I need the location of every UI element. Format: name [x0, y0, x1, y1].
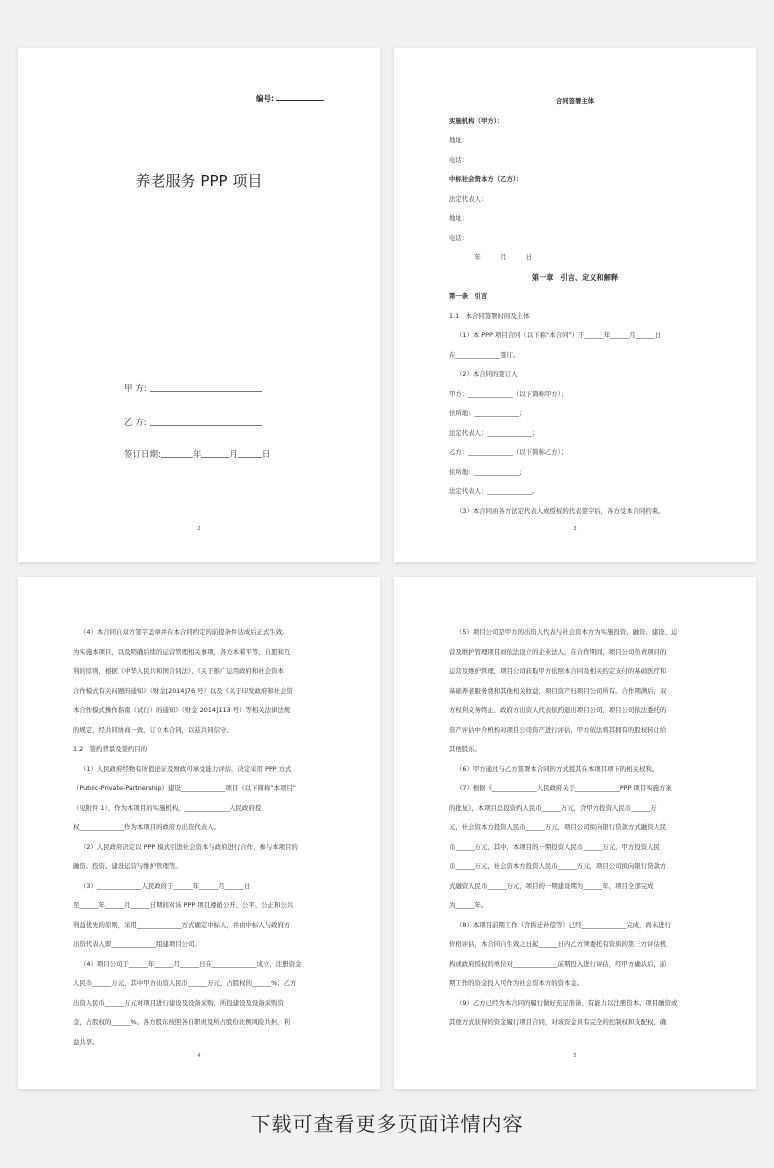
sign-date-field: 签订日期: 年 月 日	[124, 450, 271, 460]
text-line: 的批复》，本项目总投资约人民币______万元，含甲方投资人民币______万	[449, 803, 657, 812]
party-b-field: 乙 方:	[124, 416, 262, 428]
text-line: 益共享。	[73, 1037, 99, 1046]
text-line: 构或政府授权的单位对______________前期投入进行评估，经甲方确认后，前	[449, 959, 667, 968]
text-line: （1）本 PPP 项目合同（以下称“本合同”）于______年______月______日	[456, 331, 662, 339]
text-line: 年 月 日	[449, 253, 533, 261]
text-line: 其他股东。	[449, 745, 481, 753]
text-line: 期工作的资金投入可作为社会资本方的资本金。	[449, 979, 584, 987]
text-line: 法定代表人：______________；	[449, 428, 539, 437]
text-line: 中标社会资本方（乙方）：	[449, 175, 523, 183]
text-line: 其他方式获得的资金履行项目合同，对该资金具有完全的控制权和支配权，确	[449, 1018, 667, 1026]
contract-number-field: 编号:	[256, 93, 324, 104]
text-line: 式融资人民币______万元，项目的一期建设期为______年，项目全部完成	[449, 881, 654, 890]
text-line: 在______________签订。	[449, 350, 520, 359]
contract-page-5	[394, 577, 756, 1089]
text-line: 出资人民币______万元对项目进行建设及设备采购，所投建设及设备采购资	[73, 998, 284, 1007]
text-line: 乙方：______________（以下简称乙方）；	[449, 448, 568, 456]
text-line: 利益优先的原则，采用______________方式确定中标人，并由中标人与政府方	[73, 920, 291, 929]
page-body	[73, 623, 325, 1052]
text-line: 为实施本项目，以及明确后续的运营管理相关事项，各方本着平等、自愿和互	[73, 647, 291, 656]
text-line: 元，社会资本方投资人民币______万元，项目公司拟向银行贷款方式融资人民	[449, 823, 667, 831]
text-line: 住所地：______________；	[449, 409, 526, 417]
text-line: 电话：	[449, 233, 469, 242]
text-line: （7）根据《______________人民政府关于______________PPP 项目实施方案	[456, 784, 672, 792]
text-line: 的规定，经共同协商一致，订立本合同，以兹共同信守。	[73, 725, 233, 734]
text-line: 融资、投资、建设运营与维护管理等。	[73, 862, 182, 870]
text-line: 币______万元，其中，本项目的一期投资人民币______万元，甲方投资人民	[449, 842, 660, 851]
text-line: 运营及维护管理，项目公司获取甲方依照本合同及相关约定支付的基础医疗和	[449, 667, 667, 675]
text-line: 至______年______月______日期间对该 PPP 项目遵循公开、公平、公正和公共	[73, 901, 294, 909]
text-line: 合同签署主体	[555, 97, 595, 105]
text-line: （Public-Private-Partnership）建设______________项目（以下简称“本项目”	[73, 784, 297, 792]
page-body	[449, 623, 701, 1033]
text-line: （1）人民政府经物有所值论证及财政可承受能力评估，决定采用 PPP 方式	[80, 764, 292, 773]
text-line: 1.2 签约背景及签约目的	[73, 745, 148, 753]
text-line: （6）甲方通过与乙方签署本合同的方式授其在本项目项下的相关权利。	[456, 764, 659, 773]
text-line: 营及维护管理项目而依法设立的企业法人，在合作期间，项目公司负责项目的	[449, 647, 667, 656]
contract-page-3	[394, 48, 756, 562]
text-line: 基础养老服务费和其他相关收益，项目资产归项目公司所有。合作期满后，双	[449, 686, 667, 695]
text-line: 资产评估中介机构对项目公司资产进行评估，甲方依法将其拥有的股权转让给	[449, 725, 667, 734]
text-line: 住所地：______________；	[449, 467, 526, 476]
page-number: 3	[573, 526, 577, 532]
text-line: 价格评估，本合同自生效之日起______日内乙方须委托有资质的第三方评估机	[449, 940, 667, 948]
text-line: （3）本合同由各方法定代表人或授权的代表签字后，各方受本合同约束。	[456, 506, 665, 515]
text-line: 实施机构（甲方）：	[449, 116, 504, 125]
text-line: （4）本合同自双方签字盖章并在本合同约定的前提条件达成后正式生效。	[80, 628, 289, 636]
text-line: 地址：	[449, 214, 469, 222]
text-line: （3）______________人民政府于______年______月______日	[80, 881, 251, 890]
text-line: 1.1 本合同签署时间及主体	[449, 311, 530, 320]
text-line: 利的原则，根据《中华人民共和国合同法》、《关于推广运用政府和社会资本	[73, 667, 284, 675]
text-line: 合作模式有关问题的通知》（财金[2014]76 号）以及《关于印发政府和社会资	[73, 686, 293, 695]
contract-page-4	[18, 577, 380, 1089]
download-caption: 下载可查看更多页面详情内容	[250, 1112, 524, 1136]
page-number: 5	[573, 1053, 577, 1059]
text-line: 本合作模式操作指南（试行）的通知》（财金 2014]113 号）等相关法律法规	[73, 706, 291, 714]
text-line: （5）项目公司是甲方的出资人代表与社会资本方为实施投资、融资、建设、运	[456, 628, 678, 636]
text-line: 第一条 引言	[449, 292, 488, 300]
text-line: 金，占股权的______%。各方股东按照各自职责及所占股份比例风险共担、利	[73, 1018, 290, 1026]
text-line: （见附件 1），作为本项目的实施机构，______________人民政府授	[73, 803, 262, 812]
text-line: （8）本项目前期工作（含拆迁补偿等）已经______________完成，尚未进行	[456, 920, 671, 929]
text-line: 方权利义务终止，政府方出资人代表依约退出项目公司，项目公司依法委托的	[449, 706, 667, 714]
party-a-field: 甲 方:	[124, 382, 262, 394]
text-line: 人民币______万元，其中甲方出资人民币______万元，占股权的______%；乙方	[73, 979, 297, 987]
page-body	[449, 92, 701, 521]
text-line: 法定代表人：______________。	[449, 487, 539, 495]
text-line: （2）本合同的签订人	[456, 370, 518, 378]
text-line: 地址：	[449, 136, 469, 144]
text-line: （9）乙方已经为本合同的履行做好充足准备，有能力以注册资本、项目融资或	[456, 998, 678, 1007]
text-line: 为______年。	[449, 901, 488, 909]
text-line: 法定代表人：	[449, 194, 488, 203]
text-line: 甲方：______________（以下简称甲方）；	[449, 389, 568, 398]
text-line: 电话：	[449, 155, 469, 164]
text-line: 出资代表人即______________组建项目公司。	[73, 940, 201, 948]
cover-page	[18, 48, 380, 562]
text-line: （4）项目公司于______年______月______日在______________成立，注册资金	[80, 959, 302, 968]
page-number: 2	[197, 526, 201, 532]
text-line: 权______________作为本项目的政府方出资代表人。	[73, 823, 220, 831]
page-number: 4	[197, 1053, 201, 1059]
text-line: （2）人民政府决定以 PPP 模式引进社会资本与政府进行合作，参与本项目的	[80, 842, 298, 851]
text-line: 币______万元，社会资本方投资人民币______万元，项目公司拟向银行贷款方	[449, 862, 667, 870]
text-line: 第一章 引言、定义和解释	[531, 272, 619, 282]
document-title: 养老服务 PPP 项目	[135, 172, 263, 190]
